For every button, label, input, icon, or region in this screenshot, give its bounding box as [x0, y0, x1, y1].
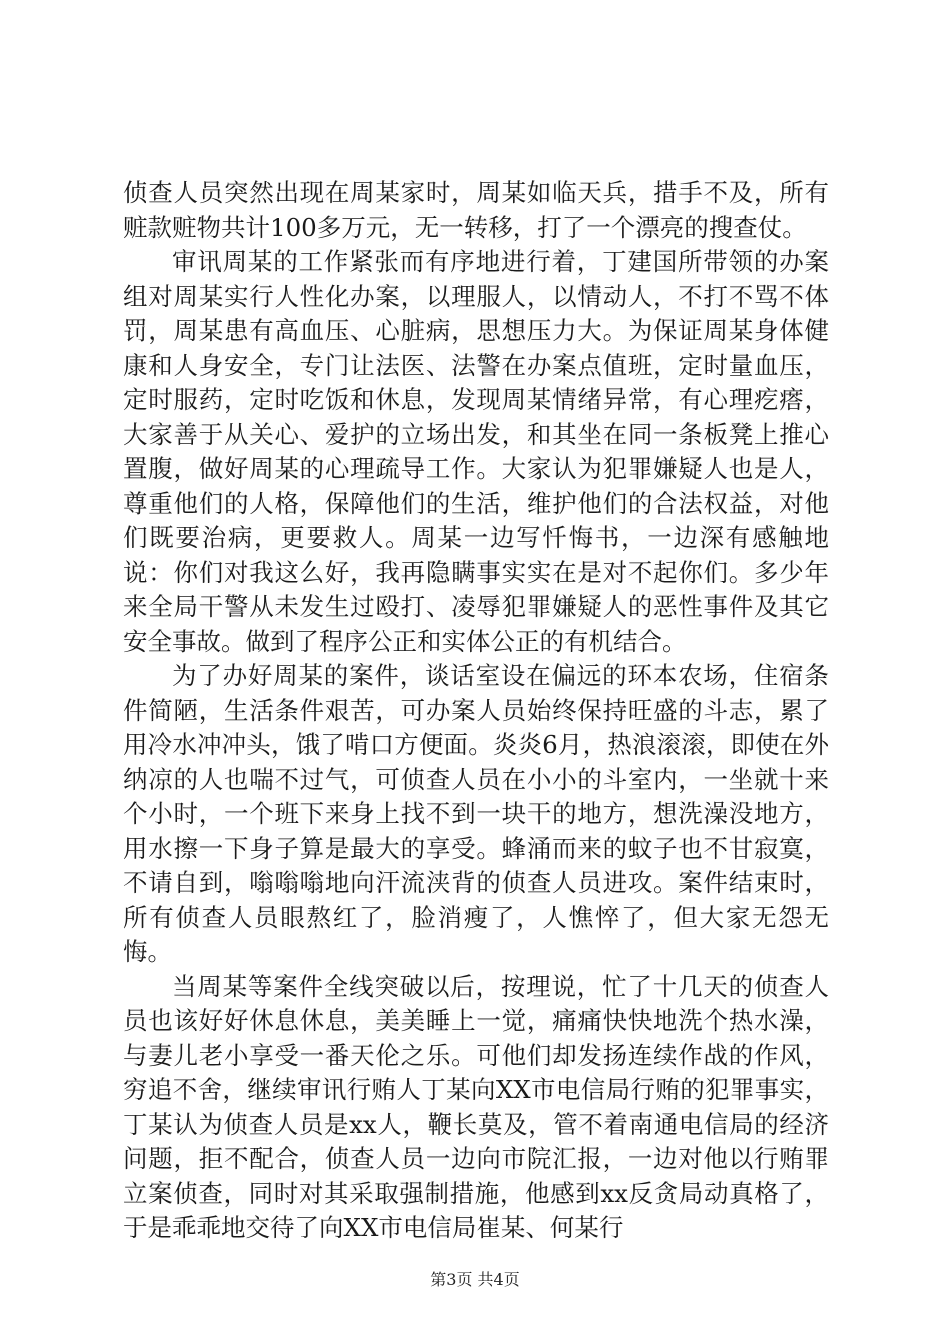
page-number-footer: 第3页 共4页: [430, 1270, 520, 1289]
paragraph-3: 为了办好周某的案件，谈话室设在偏远的环本农场，住宿条件简陋，生活条件艰苦，可办案人员始终保持旺盛的斗志，累了用冷水冲冲头，饿了啃口方便面。炎炎6月，热浪滚滚，即使在外纳凉的人也喘不过气，可侦查人员在小小的斗室内，一坐就十来个小时，一个班下来身上找不到一块干的地方，想洗澡没地方，用水擦一下身子算是最大的享受。蜂涌而来的蚊子也不甘寂寞，不请自到，嗡嗡嗡地向汗流浃背的侦查人员进攻。案件结束时，所有侦查人员眼熬红了，脸消瘦了，人憔悴了，但大家无怨无悔。: [123, 661, 829, 966]
paragraph-2: 审讯周某的工作紧张而有序地进行着，丁建国所带领的办案组对周某实行人性化办案，以理服人，以情动人，不打不骂不体罚，周某患有高血压、心脏病，思想压力大。为保证周某身体健康和人身安全，专门让法医、法警在办案点值班，定时量血压，定时服药，定时吃饭和休息，发现周某情绪异常，有心理疙瘩，大家善于从关心、爱护的立场出发，和其坐在同一条板凳上推心置腹，做好周某的心理疏导工作。大家认为犯罪嫌疑人也是人，尊重他们的人格，保障他们的生活，维护他们的合法权益，对他们既要治病，更要救人。周某一边写忏悔书，一边深有感触地说：你们对我这么好，我再隐瞒事实实在是对不起你们。多少年来全局干警从未发生过殴打、凌辱犯罪嫌疑人的恶性事件及其它安全事故。做到了程序公正和实体公正的有机结合。: [123, 247, 829, 656]
paragraph-1: 侦查人员突然出现在周某家时，周某如临天兵，措手不及，所有赃款赃物共计100多万元，无一转移，打了一个漂亮的搜查仗。: [123, 178, 829, 242]
document-body: [123, 176, 829, 1246]
paragraph-4: 当周某等案件全线突破以后，按理说，忙了十几天的侦查人员也该好好休息休息，美美睡上一觉，痛痛快快地洗个热水澡，与妻儿老小享受一番天伦之乐。可他们却发扬连续作战的作风，穷追不舍，继续审讯行贿人丁某向XX市电信局行贿的犯罪事实，丁某认为侦查人员是xx人，鞭长莫及，管不着南通电信局的经济问题，拒不配合，侦查人员一边向市院汇报，一边对他以行贿罪立案侦查，同时对其采取强制措施，他感到xx反贪局动真格了，于是乖乖地交待了向XX市电信局崔某、何某行: [123, 971, 829, 1242]
